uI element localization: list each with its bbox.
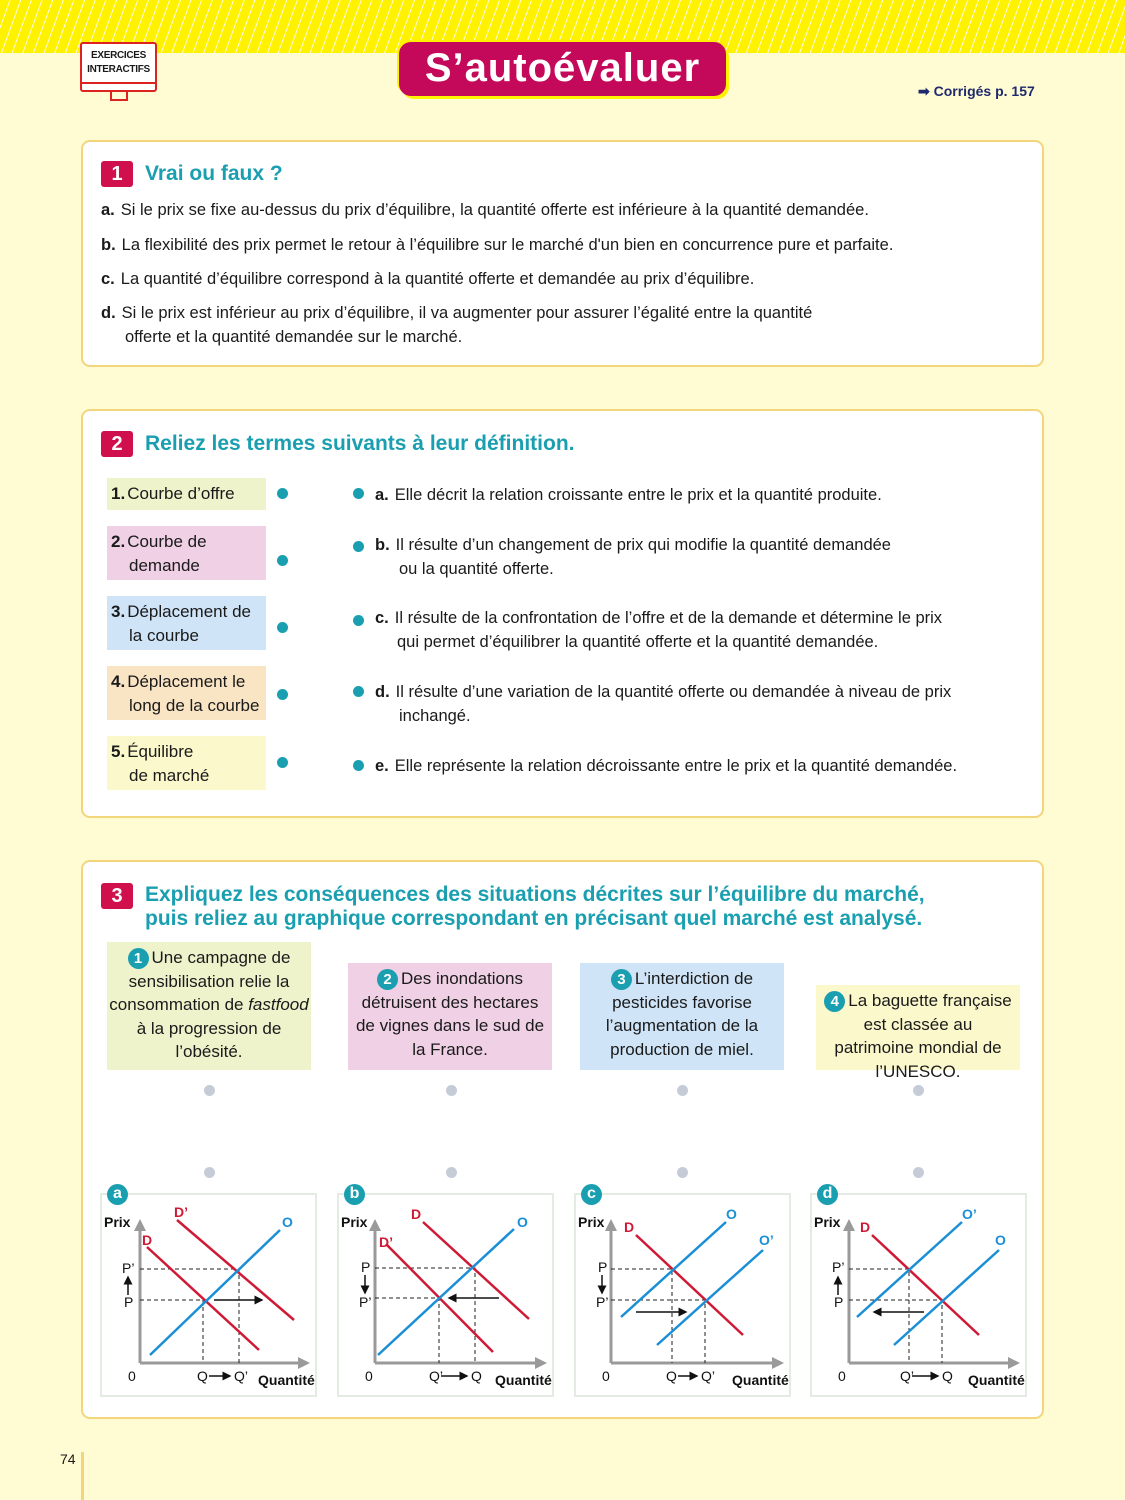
label-P2: P	[124, 1294, 134, 1310]
label-P2: P’	[596, 1294, 609, 1310]
supply-curve-S1	[378, 1229, 514, 1355]
x-axis-arrow-icon	[298, 1357, 310, 1369]
label-P1: P	[598, 1259, 608, 1275]
equilibrium-guide	[849, 1300, 942, 1363]
y-axis-arrow-icon	[369, 1219, 381, 1231]
link-dot-situation-3[interactable]	[677, 1085, 688, 1096]
demand-curve-D1	[872, 1235, 979, 1335]
link-dot-graph-a[interactable]	[204, 1167, 215, 1178]
question-d: d. Si le prix est inférieur au prix d’équilibre, il va augmenter pour assurer l’égalité entre la quantité offerte et la quantité demandée sur le marché.	[101, 304, 813, 346]
definition-a: a. Elle décrit la relation croissante entre le prix et la quantité produite.	[375, 486, 882, 504]
term-5: 5. Équilibre de marché	[107, 736, 266, 790]
supply-curve-S2	[657, 1250, 763, 1345]
label-P2: P’	[359, 1294, 372, 1310]
demand-curve-D1	[636, 1235, 743, 1335]
label-S2: O	[995, 1232, 1006, 1248]
label-Q1: Q’	[429, 1368, 443, 1384]
label-S2: O’	[759, 1232, 774, 1248]
link-dot-graph-c[interactable]	[677, 1167, 688, 1178]
equilibrium-guide	[140, 1300, 203, 1363]
label-D1: D	[624, 1219, 635, 1235]
situation-3: 3 L’interdiction de pesticides favorise l’augmentation de la production de miel.	[580, 963, 784, 1070]
axis-label-price: Prix	[341, 1214, 368, 1230]
y-axis-arrow-icon	[605, 1219, 617, 1231]
exercise-title: Vrai ou faux ?	[145, 162, 283, 185]
graph-c	[574, 1193, 791, 1397]
link-dot-graph-b[interactable]	[446, 1167, 457, 1178]
situation-2: 2 Des inondations détruisent des hectares de vignes dans le sud de la France.	[348, 963, 552, 1070]
link-dot-def-b[interactable]	[353, 541, 364, 552]
axis-label-price: Prix	[104, 1214, 131, 1230]
label-Q2: Q’	[701, 1368, 715, 1384]
label-Q1: Q’	[900, 1368, 914, 1384]
label-Q2: Q	[942, 1368, 953, 1384]
axis-label-price: Prix	[578, 1214, 605, 1230]
link-dot-situation-4[interactable]	[913, 1085, 924, 1096]
term-1: 1. Courbe d’offre	[107, 478, 266, 510]
link-dot-term-5[interactable]	[277, 757, 288, 768]
supply-curve-S2	[894, 1250, 999, 1345]
label-S1: O’	[962, 1206, 977, 1222]
label-D2: D	[142, 1232, 153, 1248]
graph-b	[337, 1193, 554, 1397]
page-number: 74	[60, 1451, 76, 1467]
label-S1: O	[517, 1214, 528, 1230]
label-Q1: Q	[197, 1368, 208, 1384]
term-4: 4. Déplacement le long de la courbe	[107, 666, 266, 720]
y-axis-arrow-icon	[134, 1219, 146, 1231]
origin-label: 0	[365, 1368, 373, 1384]
link-dot-term-2[interactable]	[277, 555, 288, 566]
question-b: b. La flexibilité des prix permet le retour à l’équilibre sur le marché d'un bien en concurrence pure et parfaite.	[101, 236, 894, 254]
label-D1: D	[860, 1219, 871, 1235]
label-P1: P	[361, 1259, 371, 1275]
graph-d	[810, 1193, 1027, 1397]
label-Q2: Q’	[234, 1368, 248, 1384]
link-dot-term-4[interactable]	[277, 689, 288, 700]
link-dot-term-1[interactable]	[277, 488, 288, 499]
exercise-number: 2	[101, 431, 133, 457]
label-P2: P	[834, 1294, 844, 1310]
graph-a	[100, 1193, 317, 1397]
link-dot-def-a[interactable]	[353, 488, 364, 499]
arrow-icon: ➡	[918, 83, 930, 99]
definition-e: e. Elle représente la relation décroissante entre le prix et la quantité demandée.	[375, 757, 958, 775]
link-dot-term-3[interactable]	[277, 622, 288, 633]
link-dot-situation-1[interactable]	[204, 1085, 215, 1096]
link-dot-def-e[interactable]	[353, 760, 364, 771]
question-a: a. Si le prix se fixe au-dessus du prix d’équilibre, la quantité offerte est inférieure à la quantité demandée.	[101, 201, 869, 219]
label-P1: P’	[832, 1259, 845, 1275]
link-dot-def-d[interactable]	[353, 686, 364, 697]
x-axis-arrow-icon	[772, 1357, 784, 1369]
origin-label: 0	[838, 1368, 846, 1384]
situation-1: 1 Une campagne de sensibilisation relie la consommation de fastfood à la progression de l’obésité.	[107, 942, 311, 1070]
label-S1: O	[726, 1206, 737, 1222]
exercise-title: Reliez les termes suivants à leur définition.	[145, 432, 575, 455]
exercise-number: 1	[101, 161, 133, 187]
link-dot-def-c[interactable]	[353, 615, 364, 626]
label-Q2: Q	[471, 1368, 482, 1384]
situation-4: 4 La baguette française est classée au patrimoine mondial de l’UNESCO.	[816, 985, 1020, 1070]
graph-badge-b: b	[344, 1184, 365, 1205]
x-axis-arrow-icon	[1008, 1357, 1020, 1369]
label-S1: O	[282, 1214, 293, 1230]
axis-label-quantity: Quantité	[968, 1372, 1025, 1388]
equilibrium-guide	[611, 1269, 672, 1363]
origin-label: 0	[602, 1368, 610, 1384]
label-D1: D	[411, 1206, 422, 1222]
label-D1: D’	[174, 1204, 188, 1220]
axis-label-price: Prix	[814, 1214, 841, 1230]
label-D2: D’	[379, 1234, 393, 1250]
answers-link[interactable]: ➡ Corrigés p. 157	[918, 83, 1035, 99]
graph-badge-c: c	[581, 1184, 602, 1205]
label-Q1: Q	[666, 1368, 677, 1384]
axis-label-quantity: Quantité	[495, 1372, 552, 1388]
page-margin-line	[81, 1452, 84, 1500]
label-P1: P’	[122, 1260, 135, 1276]
graph-badge-a: a	[107, 1184, 128, 1205]
term-2: 2. Courbe de demande	[107, 526, 266, 580]
exercise-title: Expliquez les conséquences des situations décrites sur l’équilibre du marché, puis reliez au graphique correspondant en précisant quel marché est analysé.	[145, 883, 925, 930]
y-axis-arrow-icon	[843, 1219, 855, 1231]
definition-c: c. Il résulte de la confrontation de l’offre et de la demande et détermine le prix qui permet d’équilibrer la quantité offerte et la quantité demandée.	[375, 609, 943, 651]
link-dot-graph-d[interactable]	[913, 1167, 924, 1178]
exercise-number: 3	[101, 883, 133, 909]
axis-label-quantity: Quantité	[258, 1372, 315, 1388]
definition-d: d. Il résulte d’une variation de la quantité offerte ou demandée à niveau de prix inchangé.	[375, 683, 952, 725]
link-dot-situation-2[interactable]	[446, 1085, 457, 1096]
term-3: 3. Déplacement de la courbe	[107, 596, 266, 650]
definition-b: b. Il résulte d’un changement de prix qui modifie la quantité demandée ou la quantité offerte.	[375, 536, 891, 578]
demand-curve-D2	[147, 1247, 259, 1350]
question-c: c. La quantité d’équilibre correspond à la quantité offerte et demandée au prix d’équilibre.	[101, 270, 755, 288]
graph-badge-d: d	[817, 1184, 838, 1205]
equilibrium-guide	[611, 1300, 705, 1363]
axis-label-quantity: Quantité	[732, 1372, 789, 1388]
origin-label: 0	[128, 1368, 136, 1384]
x-axis-arrow-icon	[535, 1357, 547, 1369]
page-title: S’autoévaluer	[399, 42, 726, 96]
interactive-exercises-icon[interactable]: EXERCICES INTERACTIFS	[80, 42, 157, 92]
monitor-stand-icon	[110, 92, 128, 101]
